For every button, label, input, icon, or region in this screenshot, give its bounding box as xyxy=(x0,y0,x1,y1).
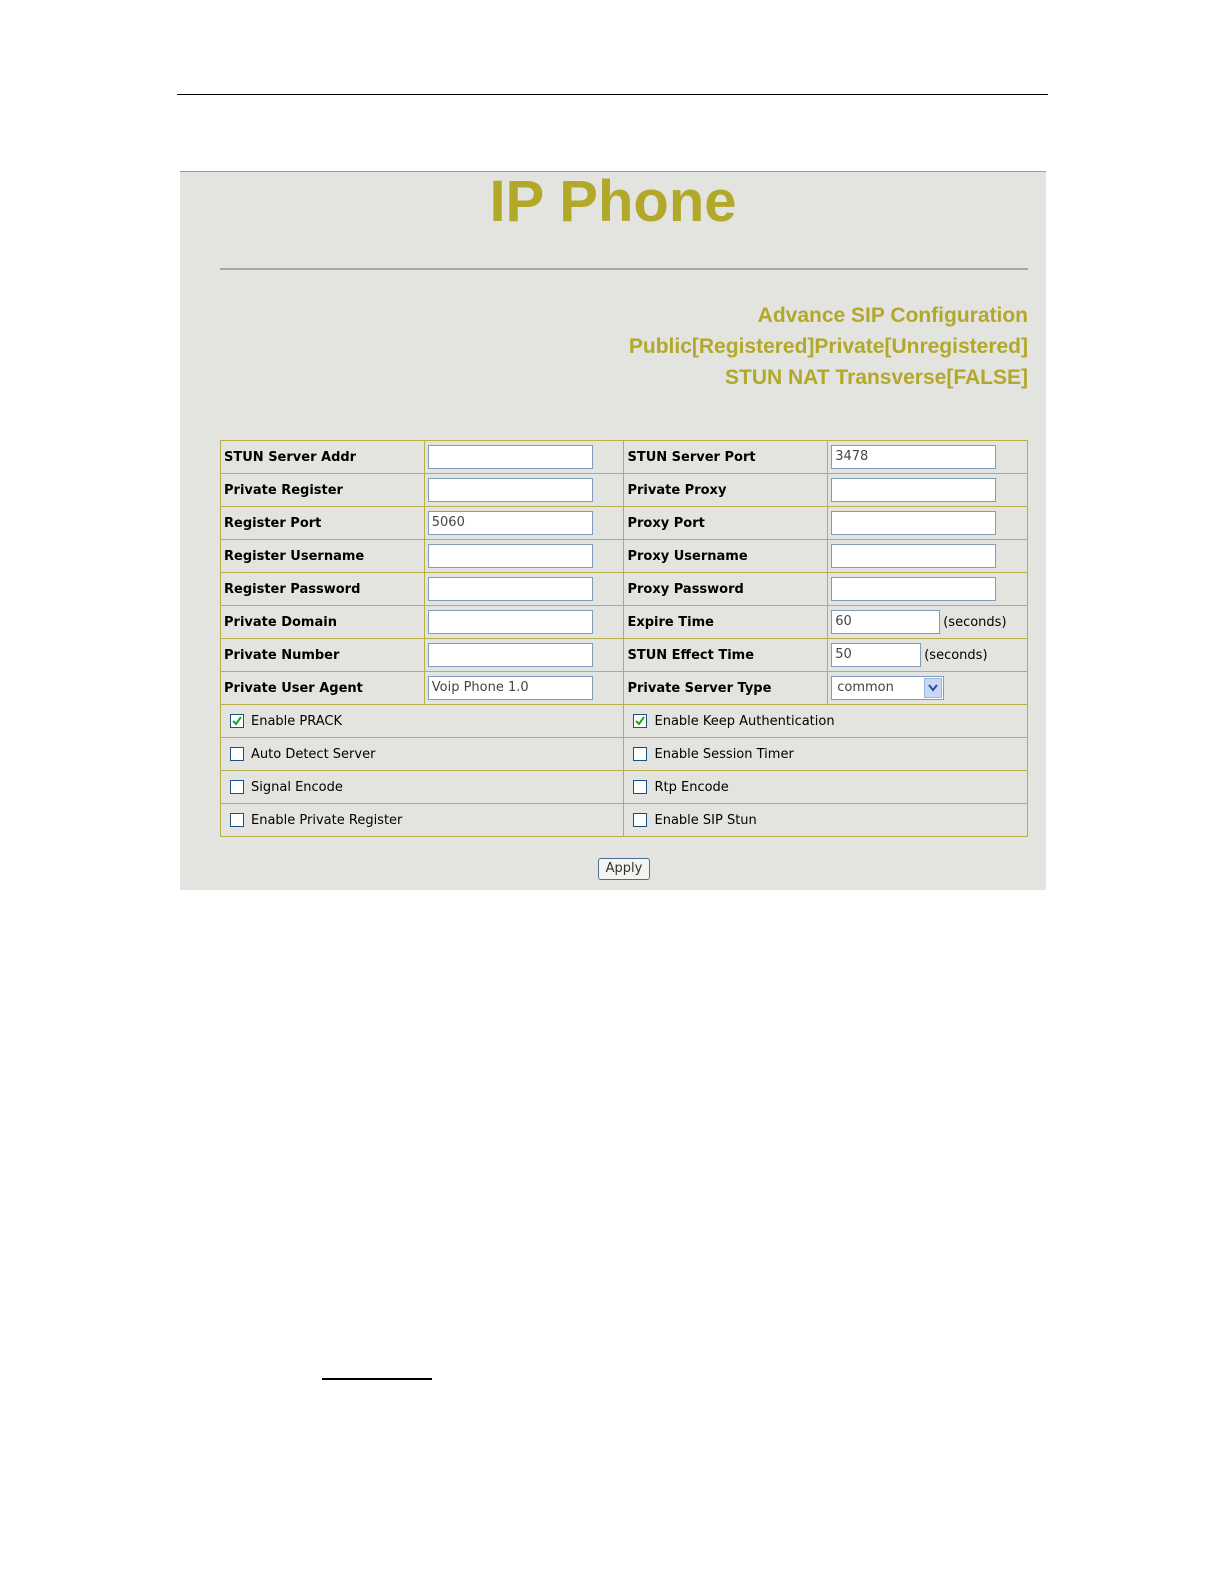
title-divider xyxy=(220,268,1028,270)
sip-config-table xyxy=(220,440,1028,837)
private-domain-input[interactable] xyxy=(428,610,593,634)
signal-encode-checkbox[interactable] xyxy=(230,780,244,794)
proxy-port-label: Proxy Port xyxy=(624,507,828,540)
table-row xyxy=(221,738,1028,771)
signal-encode-label: Signal Encode xyxy=(251,779,343,795)
stun-server-addr-label: STUN Server Addr xyxy=(221,441,425,474)
auto-detect-server-checkbox[interactable] xyxy=(230,747,244,761)
page-header-rule xyxy=(177,94,1048,95)
enable-private-register-checkbox[interactable] xyxy=(230,813,244,827)
apply-button[interactable]: Apply xyxy=(598,858,650,880)
enable-keep-auth-checkbox[interactable] xyxy=(633,714,647,728)
private-proxy-input[interactable] xyxy=(831,478,996,502)
proxy-password-input[interactable] xyxy=(831,577,996,601)
expire-time-unit: (seconds) xyxy=(943,614,1007,630)
proxy-username-label: Proxy Username xyxy=(624,540,828,573)
page-title: IP Phone xyxy=(489,169,737,234)
enable-session-timer-checkbox[interactable] xyxy=(633,747,647,761)
private-register-label: Private Register xyxy=(221,474,425,507)
chevron-down-icon[interactable] xyxy=(924,678,942,698)
stun-effect-time-input[interactable]: 50 xyxy=(831,643,921,667)
enable-prack-label: Enable PRACK xyxy=(251,713,343,729)
rtp-encode-label: Rtp Encode xyxy=(654,779,729,795)
private-server-type-value: common xyxy=(837,680,894,695)
footer-rule xyxy=(322,1378,432,1380)
table-row xyxy=(221,540,1028,573)
table-row xyxy=(221,672,1028,705)
stun-server-addr-input[interactable] xyxy=(428,445,593,469)
rtp-encode-checkbox[interactable] xyxy=(633,780,647,794)
check-icon xyxy=(232,716,242,726)
table-row xyxy=(221,705,1028,738)
private-domain-label: Private Domain xyxy=(221,606,425,639)
proxy-password-label: Proxy Password xyxy=(624,573,828,606)
register-username-input[interactable] xyxy=(428,544,593,568)
enable-sip-stun-checkbox[interactable] xyxy=(633,813,647,827)
section-heading: Advance SIP Configuration xyxy=(757,304,1028,327)
enable-private-register-label: Enable Private Register xyxy=(251,812,403,828)
register-username-label: Register Username xyxy=(221,540,425,573)
registration-status: Public[Registered]Private[Unregistered] xyxy=(628,335,1028,358)
table-row xyxy=(221,573,1028,606)
table-row xyxy=(221,441,1028,474)
status-headers xyxy=(629,300,1028,393)
table-row xyxy=(221,474,1028,507)
enable-prack-checkbox[interactable] xyxy=(230,714,244,728)
expire-time-label: Expire Time xyxy=(624,606,828,639)
table-row xyxy=(221,507,1028,540)
enable-session-timer-label: Enable Session Timer xyxy=(654,746,794,762)
enable-keep-auth-label: Enable Keep Authentication xyxy=(654,713,835,729)
private-proxy-label: Private Proxy xyxy=(624,474,828,507)
table-row xyxy=(221,606,1028,639)
table-row xyxy=(221,771,1028,804)
expire-time-input[interactable]: 60 xyxy=(831,610,940,634)
stun-effect-time-unit: (seconds) xyxy=(924,647,988,663)
table-row xyxy=(221,639,1028,672)
enable-sip-stun-label: Enable SIP Stun xyxy=(654,812,757,828)
private-number-label: Private Number xyxy=(221,639,425,672)
register-port-label: Register Port xyxy=(221,507,425,540)
private-number-input[interactable] xyxy=(428,643,593,667)
stun-server-port-input[interactable]: 3478 xyxy=(831,445,996,469)
private-server-type-select[interactable] xyxy=(831,676,944,700)
stun-nat-status: STUN NAT Transverse[FALSE] xyxy=(724,366,1028,389)
private-user-agent-input[interactable]: Voip Phone 1.0 xyxy=(428,676,593,700)
config-panel xyxy=(180,171,1046,890)
proxy-username-input[interactable] xyxy=(831,544,996,568)
auto-detect-server-label: Auto Detect Server xyxy=(251,746,376,762)
table-row xyxy=(221,804,1028,837)
private-register-input[interactable] xyxy=(428,478,593,502)
proxy-port-input[interactable] xyxy=(831,511,996,535)
check-icon xyxy=(635,716,645,726)
stun-effect-time-label: STUN Effect Time xyxy=(624,639,828,672)
private-server-type-label: Private Server Type xyxy=(624,672,828,705)
register-port-input[interactable]: 5060 xyxy=(428,511,593,535)
private-user-agent-label: Private User Agent xyxy=(221,672,425,705)
stun-server-port-label: STUN Server Port xyxy=(624,441,828,474)
register-password-input[interactable] xyxy=(428,577,593,601)
register-password-label: Register Password xyxy=(221,573,425,606)
